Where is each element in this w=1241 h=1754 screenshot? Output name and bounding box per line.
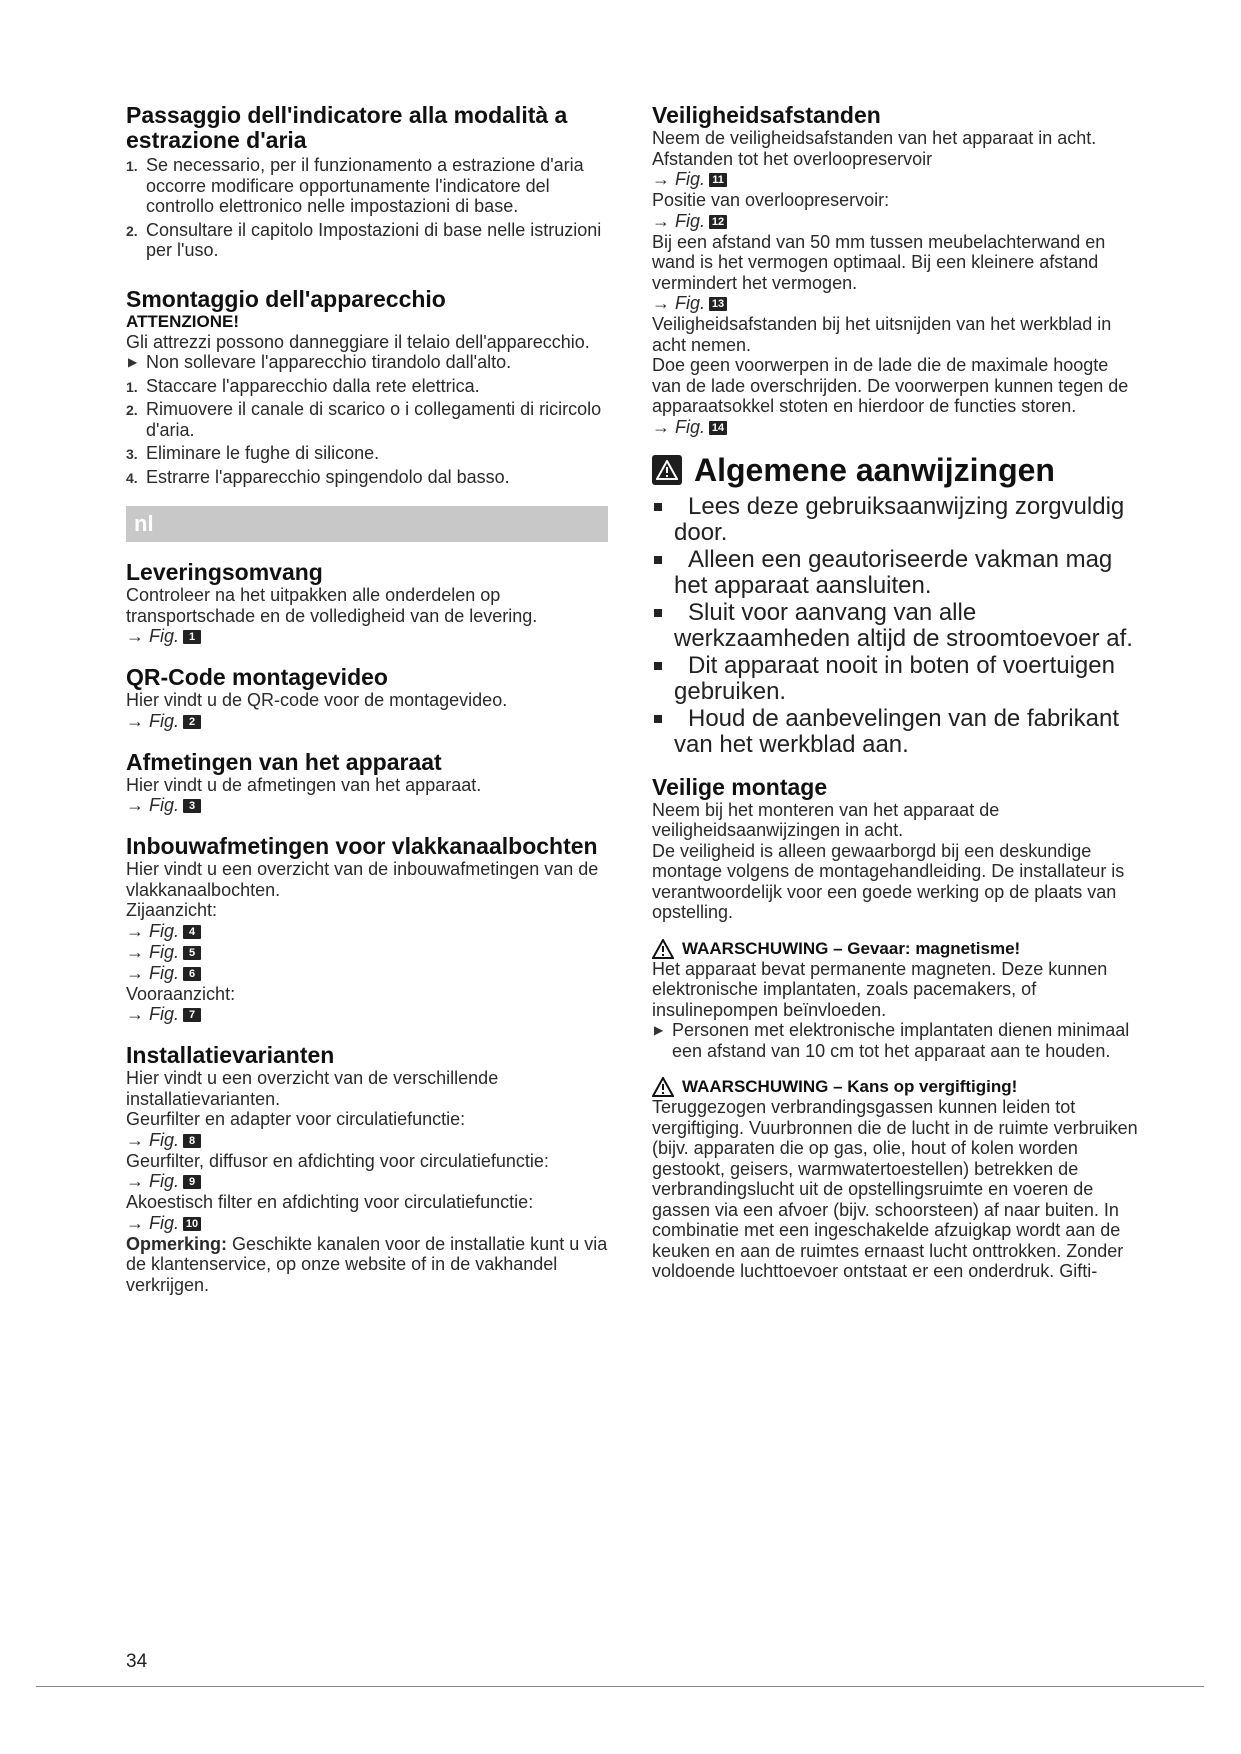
fig-ref: → Fig. 14 <box>652 417 1138 438</box>
list-item: 4. Estrarre l'apparecchio spingendolo dal basso. <box>126 466 510 487</box>
heading-dimensions: Afmetingen van het apparaat <box>126 748 442 775</box>
list-item: 1. Staccare l'apparecchio dalla rete elettrica. <box>126 375 480 396</box>
fig-ref: → Fig. 13 <box>652 293 1138 314</box>
paragraph: Neem de veiligheidsafstanden van het apparaat in acht. <box>652 128 1097 148</box>
triangle-bullet-icon: ▶ <box>128 355 138 369</box>
figure-number-badge: 3 <box>183 799 201 813</box>
action-item: ▶ Personen met elektronische implantaten dienen minimaal een afstand van 10 cm tot het apparaat aan te houden. <box>654 1020 1130 1061</box>
general-notes-header <box>652 452 1138 488</box>
fig-ref: → Fig. 12 <box>652 211 1138 232</box>
list-item: Alleen een geautoriseerde vakman mag het apparaat aansluiten. <box>652 547 1138 600</box>
list-item: 3. Eliminare le fughe di silicone. <box>126 443 380 463</box>
heading-dismantle: Smontaggio dell'apparecchio <box>126 285 446 312</box>
heading-built-in: Inbouwafmetingen voor vlakkanaalbochten <box>126 833 598 859</box>
delivery-body: Controleer na het uitpakken alle onderdelen op transportschade en de volledigheid van de levering. <box>126 585 538 626</box>
note: Opmerking: Geschikte kanalen voor de installatie kunt u via de klantenservice, op onze website of in de vakhandel verkrijgen. <box>126 1233 608 1295</box>
left-column <box>126 103 608 1295</box>
fig-ref: → Fig. 10 <box>126 1213 608 1234</box>
figure-number-badge: 5 <box>183 946 201 960</box>
front-view-label: Vooraanzicht: <box>126 983 236 1004</box>
list-item: Dit apparaat nooit in boten of voertuigen gebruiken. <box>652 653 1138 706</box>
fig-ref: → Fig. 7 <box>126 1004 608 1025</box>
list-item: 2. Rimuovere il canale di scarico o i collegamenti di ricircolo d'aria. <box>126 399 602 440</box>
list-item: 2. Consultare il capitolo Impostazioni di base nelle istruzioni per l'uso. <box>126 219 602 260</box>
figure-number-badge: 9 <box>183 1175 201 1189</box>
paragraph: Het apparaat bevat permanente magneten. Deze kunnen elektronische implantaten, zoals pacemakers, of insulinepompen beïnvloeden. <box>652 958 1108 1020</box>
warning-magnetism: WAARSCHUWING – Gevaar: magnetisme! <box>652 939 1138 959</box>
heading-install-variants: Installatievarianten <box>126 1042 335 1068</box>
figure-number-badge: 10 <box>183 1217 201 1231</box>
dismantle-steps <box>126 376 608 488</box>
figure-number-badge: 6 <box>183 967 201 981</box>
note-label: Opmerking: <box>126 1233 228 1254</box>
warning-triangle-icon <box>652 939 674 959</box>
list-item: Houd de aanbevelingen van de fabrikant van het werkblad aan. <box>652 706 1138 759</box>
fig-ref: → Fig. 1 <box>126 626 608 647</box>
install-variants-body: Hier vindt u een overzicht van de verschillende installatievarianten. <box>126 1068 499 1109</box>
heading-safety-distances: Veiligheidsafstanden <box>652 102 881 128</box>
right-column <box>652 103 1138 1282</box>
fig-ref: → Fig. 9 <box>126 1171 608 1192</box>
warning-poisoning: WAARSCHUWING – Kans op vergiftiging! <box>652 1077 1138 1097</box>
warning-triangle-icon <box>652 1077 674 1097</box>
list-item: Lees deze gebruiksaanwijzing zorgvuldig door. <box>652 494 1138 547</box>
fig-ref: → Fig. 6 <box>126 963 608 984</box>
fig-ref: → Fig. 3 <box>126 795 608 816</box>
paragraph: Neem bij het monteren van het apparaat de veiligheidsaanwijzingen in acht. <box>652 799 1000 840</box>
heading-general-notes: Algemene aanwijzingen <box>694 451 1055 488</box>
triangle-bullet-icon: ▶ <box>654 1023 664 1037</box>
side-view-label: Zijaanzicht: <box>126 900 218 920</box>
heading-safe-installation: Veilige montage <box>652 773 828 800</box>
fig-ref: → Fig. 8 <box>126 1130 608 1151</box>
variant-1: Geurfilter en adapter voor circulatiefunctie: <box>126 1109 466 1129</box>
qr-body: Hier vindt u de QR-code voor de montagevideo. <box>126 690 508 710</box>
page-number: 34 <box>126 1651 148 1672</box>
heading-qr: QR-Code montagevideo <box>126 664 388 690</box>
figure-number-badge: 2 <box>183 715 201 729</box>
fig-ref: → Fig. 4 <box>126 921 608 942</box>
indicator-steps <box>126 155 608 261</box>
figure-number-badge: 8 <box>183 1134 201 1148</box>
figure-number-badge: 11 <box>709 173 727 187</box>
paragraph: Veiligheidsafstanden bij het uitsnijden van het werkblad in acht nemen. <box>652 314 1112 355</box>
fig-ref: → Fig. 2 <box>126 711 608 732</box>
paragraph: Teruggezogen verbrandingsgassen kunnen leiden tot vergiftiging. Vuurbronnen die de lucht in de ruimte verbruiken (bijv. apparaten die op gas, olie, hout of kolen worden gestookt, geisers, warmwatertoestellen) betrekken de verbrandingslucht uit de opstellingsruimte en voeren de gassen via een afvoer (bijv. schoorsteen) af naar buiten. In combinatie met een ingeschakelde afzuigkap wordt aan de keuken en aan de ruimtes ernaast lucht onttrokken. Zonder voldoende luchttoevoer ontstaat er een onderdruk. Gifti- <box>652 1097 1138 1281</box>
paragraph: Positie van overloopreservoir: <box>652 190 890 210</box>
figure-number-badge: 1 <box>183 630 201 644</box>
built-in-body: Hier vindt u een overzicht van de inbouwafmetingen van de vlakkanaalbochten. <box>126 859 599 900</box>
language-bar: nl <box>126 506 608 542</box>
dimensions-body: Hier vindt u de afmetingen van het apparaat. <box>126 774 482 795</box>
warning-icon <box>652 455 682 485</box>
figure-number-badge: 14 <box>709 421 727 435</box>
attention-body: Gli attrezzi possono danneggiare il telaio dell'apparecchio. <box>126 331 590 352</box>
action-item: ▶ Non sollevare l'apparecchio tirandolo dall'alto. <box>128 352 512 372</box>
figure-number-badge: 13 <box>709 297 727 311</box>
heading-delivery: Leveringsomvang <box>126 559 323 585</box>
paragraph: Afstanden tot het overloopreservoir <box>652 148 933 169</box>
list-item: Sluit voor aanvang van alle werkzaamheden altijd de stroomtoevoer af. <box>652 600 1138 653</box>
figure-number-badge: 4 <box>183 925 201 939</box>
footer-divider <box>36 1686 1204 1687</box>
list-item: 1. Se necessario, per il funzionamento a estrazione d'aria occorre modificare opportunamente l'indicatore del controllo elettronico nelle impostazioni di base. <box>126 155 584 216</box>
paragraph: Doe geen voorwerpen in de lade die de maximale hoogte van de lade overschrijden. De voorwerpen kunnen tegen de apparaatsokkel stoten en hierdoor de functies storen. <box>652 355 1129 416</box>
paragraph: De veiligheid is alleen gewaarborgd bij een deskundige montage volgens de montagehandleiding. De installateur is verantwoordelijk voor een goede werking op de plaats van opstelling. <box>652 840 1125 922</box>
figure-number-badge: 7 <box>183 1008 201 1022</box>
heading-indicator-mode: Passaggio dell'indicatore alla modalità a estrazione d'aria <box>126 102 568 153</box>
variant-2: Geurfilter, diffusor en afdichting voor circulatiefunctie: <box>126 1150 549 1171</box>
fig-ref: → Fig. 5 <box>126 942 608 963</box>
attention-label: ATTENZIONE! <box>126 311 240 331</box>
fig-ref: → Fig. 11 <box>652 169 1138 190</box>
figure-number-badge: 12 <box>709 215 727 229</box>
paragraph: Bij een afstand van 50 mm tussen meubelachterwand en wand is het vermogen optimaal. Bij een kleinere afstand vermindert het vermogen. <box>652 231 1106 293</box>
general-notes-list <box>652 494 1138 759</box>
variant-3: Akoestisch filter en afdichting voor circulatiefunctie: <box>126 1192 534 1212</box>
